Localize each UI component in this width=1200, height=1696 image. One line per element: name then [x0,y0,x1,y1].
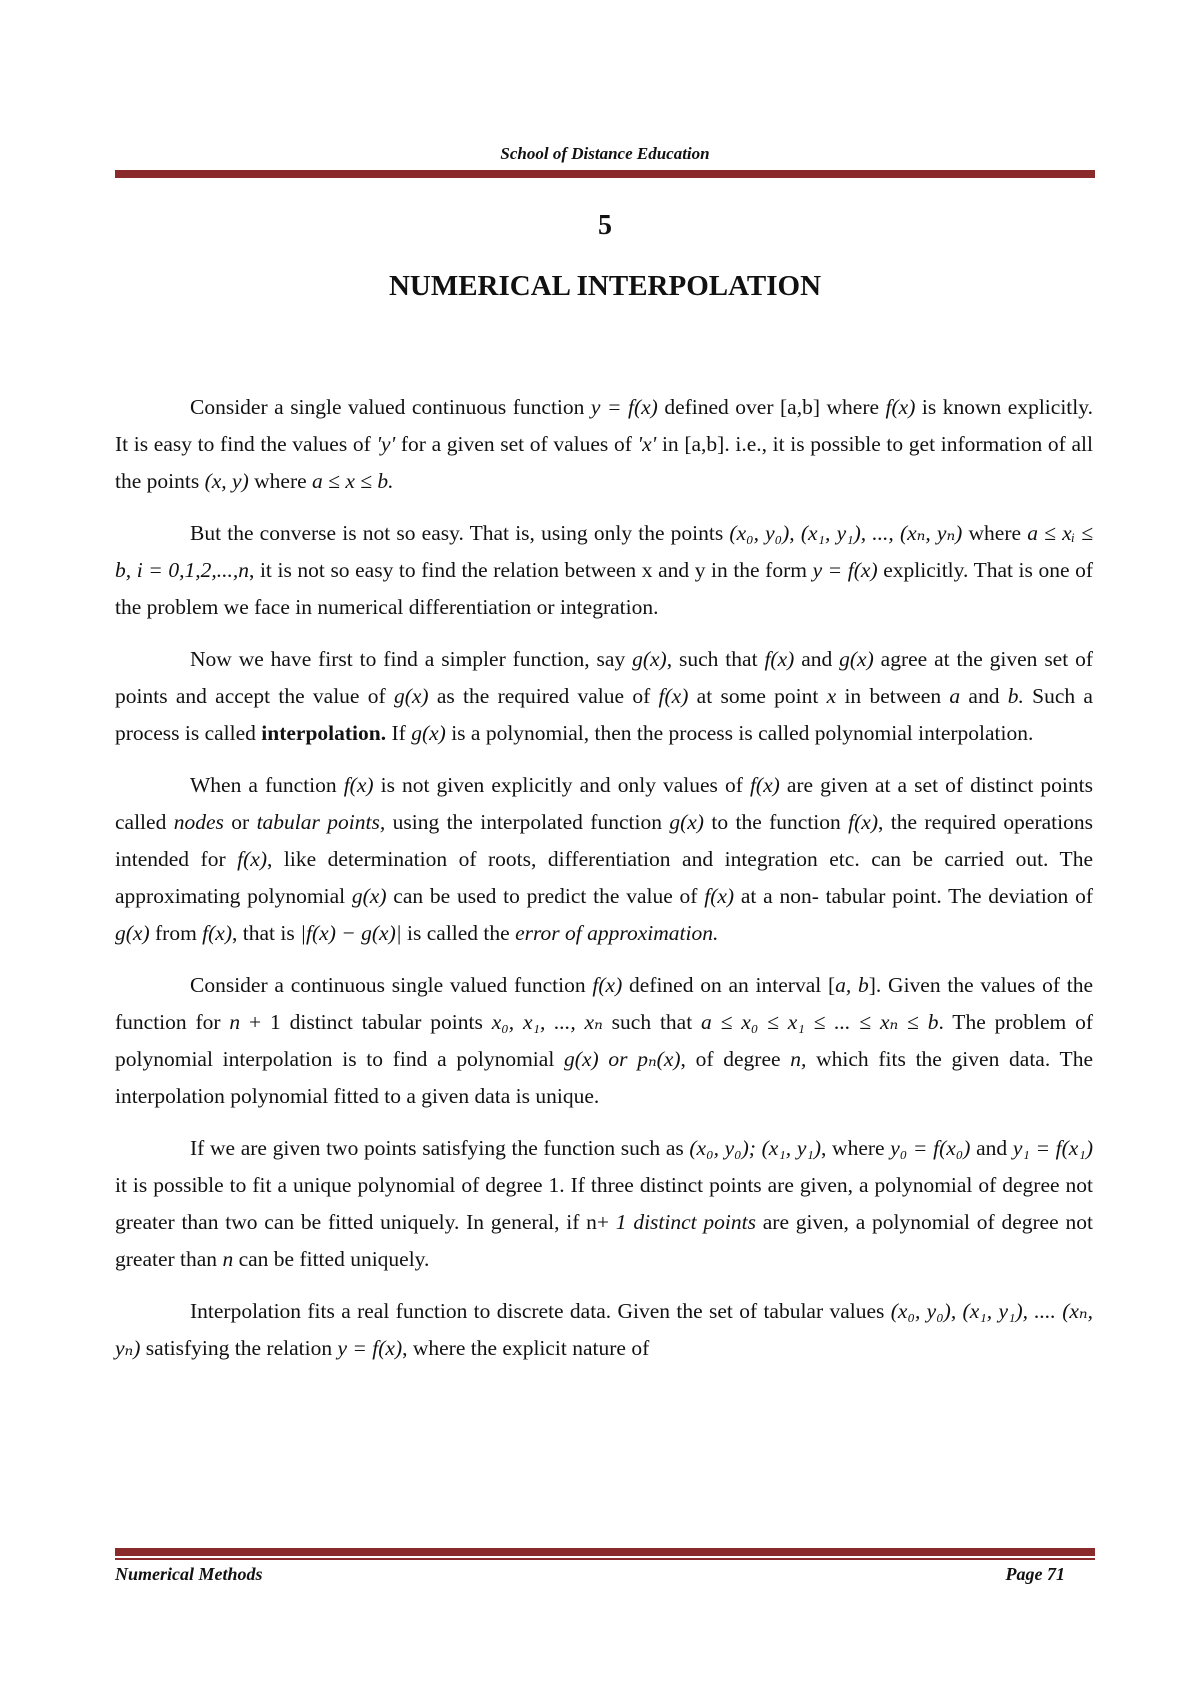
math-expression: f(x) [237,847,267,871]
math-expression: g(x) or pₙ(x) [564,1047,681,1071]
text-run: Interpolation fits a real function to discrete data. Given the set of tabular values [190,1299,891,1323]
text-run: where [248,469,313,493]
math-expression: g(x) [351,884,387,908]
text-run: Consider a single valued continuous function [190,395,591,419]
text-run: in [a,b]. i.e., it is possible to get information of all the points [115,432,1093,493]
text-run: are given, a polynomial of degree not greater than [115,1210,1093,1271]
text-run: from [149,921,203,945]
math-expression: |f(x) − g(x)| [300,921,402,945]
math-expression: g(x) [632,647,667,671]
math-expression: y = f(x) [590,395,658,419]
text-run: , like determination of roots, differentiation and integration etc. can be carried out. The approximating polynomial [115,847,1093,908]
paragraph [115,515,1093,626]
math-expression: b. [1007,684,1024,708]
math-expression: 'y' [376,432,396,456]
math-expression: a ≤ xᵢ ≤ b, i = 0,1,2,...,n [115,521,1094,582]
text-run: Consider a continuous single valued function [190,973,593,997]
math-expression: f(x) [343,773,374,797]
text-run: + 1 distinct tabular points [240,1010,492,1034]
text-run: is called the [401,921,516,945]
text-run: in between [836,684,950,708]
text-run: which fits the given data. The interpolation polynomial fitted to a given data is unique. [115,1047,1093,1108]
chapter-title: NUMERICAL INTERPOLATION [388,270,822,302]
math-expression: y₁ = f(x₁) [1012,1136,1093,1160]
text-run: is known explicitly. It is easy to find the values of [115,395,1093,456]
text-run: is not given explicitly and only values of [373,773,750,797]
math-expression: (x₀, y₀), (x₁, y₁), ..., (xₙ, yₙ) [729,521,963,545]
text-run: agree at the given set of points and accept the value of [115,647,1094,708]
text-run: where [962,521,1028,545]
text-run: But the converse is not so easy. That is, using only the points [190,521,730,545]
math-expression: f(x) [764,647,795,671]
math-expression: g(x) [839,647,874,671]
math-expression: y = f(x) [812,558,878,582]
text-run: defined over [a,b] where [657,395,886,419]
text-run: , of degree [680,1047,791,1071]
text-run: is a polynomial, then the process is called polynomial interpolation. [445,721,1034,745]
text-run: Such a process is called [115,684,1093,745]
math-expression: 'x' [637,432,657,456]
bold-term: interpolation. [261,721,387,745]
math-expression: a [949,684,961,708]
math-expression: f(x) [202,921,233,945]
text-run: such that [602,1010,702,1034]
text-run: , such that [666,647,765,671]
math-expression: f(x) [848,810,878,834]
text-run: as the required value of [428,684,659,708]
math-expression: nodes [173,810,224,834]
header-title: School of Distance Education [500,144,710,163]
text-run: using the interpolated function [385,810,670,834]
text-run: for a given set of values of [395,432,638,456]
footer-left: Numerical Methods [115,1564,263,1584]
math-expression: x [826,684,837,708]
header-rule [115,170,1095,178]
math-expression: n [222,1247,234,1271]
body-text [115,389,1093,1382]
math-expression: g(x) [411,721,446,745]
footer-rule [115,1548,1095,1556]
paragraph [115,767,1093,952]
math-expression: f(x) [592,973,623,997]
math-expression: tabular points, [256,810,386,834]
math-expression: a, b [835,973,869,997]
math-expression: a ≤ x ≤ b. [312,469,394,493]
text-run: can be fitted uniquely. [233,1247,430,1271]
text-run: Now we have first to find a simpler function, say [190,647,633,671]
math-expression: y₀ = f(x₀) [890,1136,971,1160]
paragraph [115,389,1093,500]
math-expression: g(x) [115,921,150,945]
text-run: and [970,1136,1013,1160]
math-expression: x₀, x₁, ..., xₙ [491,1010,603,1034]
paragraph [115,1130,1093,1278]
math-expression: f(x) [885,395,916,419]
text-run: at a non- tabular point. The deviation of [734,884,1093,908]
text-run: When a function [190,773,344,797]
math-expression: (x₀, y₀); (x₁, y₁) [689,1136,822,1160]
math-expression: y = f(x) [337,1336,403,1360]
math-expression: a ≤ x₀ ≤ x₁ ≤ ... ≤ xₙ ≤ b [701,1010,939,1034]
text-run: can be used to predict the value of [386,884,705,908]
text-run: it is possible to fit a unique polynomial of degree 1. If three distinct points are given, a polynomial of degree not greater than two can be fitted uniquely. In general, if n+ [115,1173,1093,1234]
paragraph [115,1293,1093,1367]
math-expression: error of approximation. [515,921,719,945]
text-run: . The problem of polynomial interpolation is to find a polynomial [115,1010,1093,1071]
chapter-number: 5 [598,210,612,241]
text-run: explicitly. That is one of the problem we face in numerical differentiation or integration. [115,558,1094,619]
paragraph [115,641,1093,752]
text-run: , where the explicit nature of [402,1336,650,1360]
text-run: If [386,721,412,745]
math-expression: f(x) [658,684,689,708]
math-expression: n, [790,1047,807,1071]
math-expression: g(x) [393,684,429,708]
text-run: or [223,810,257,834]
text-run: defined on an interval [ [622,973,836,997]
text-run: , that is [232,921,301,945]
text-run: and [960,684,1008,708]
math-expression: f(x) [749,773,780,797]
math-expression: (x, y) [204,469,249,493]
paragraph [115,967,1093,1115]
text-run: If we are given two points satisfying the function such as [190,1136,690,1160]
math-expression: f(x) [704,884,735,908]
text-run: satisfying the relation [140,1336,338,1360]
footer-page-number: Page 71 [1005,1564,1065,1584]
text-run: , it is not so easy to find the relation between x and y in the form [248,558,813,582]
footer-rule-thin [115,1558,1095,1560]
text-run: are given at a set of distinct points called [115,773,1093,834]
text-run: to the function [703,810,849,834]
text-run: , the required operations intended for [115,810,1093,871]
math-expression: g(x) [669,810,704,834]
text-run: at some point [688,684,827,708]
text-run: , where [821,1136,891,1160]
math-expression: n [229,1010,241,1034]
math-expression: (x₀, y₀), (x₁, y₁), .... (xₙ, yₙ) [115,1299,1093,1360]
text-run: ]. Given the values of the function for [115,973,1093,1034]
text-run: and [794,647,840,671]
math-expression: 1 distinct points [615,1210,756,1234]
